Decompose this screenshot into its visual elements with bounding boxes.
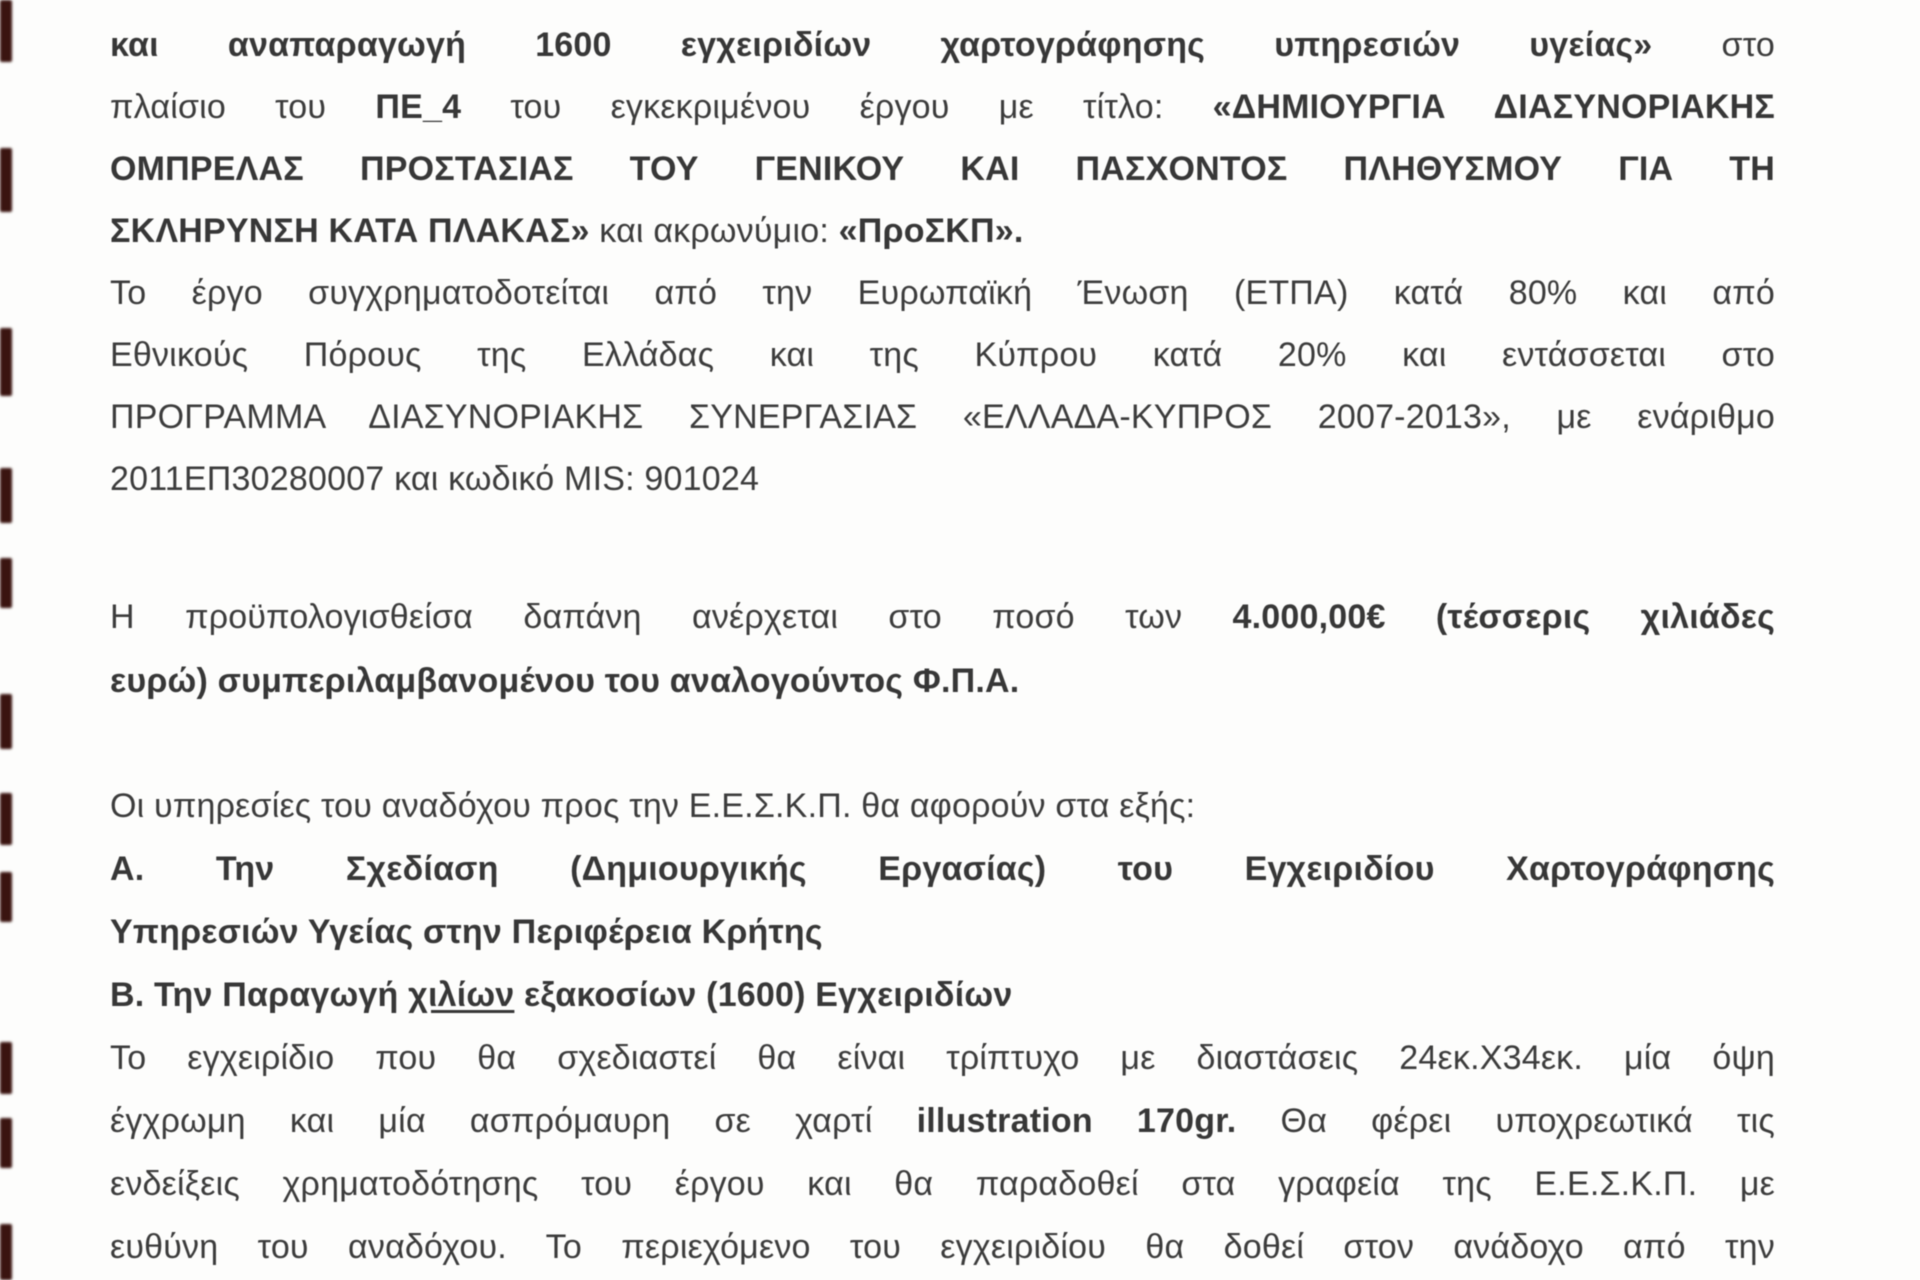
text-line [110,901,1775,964]
text-run: 4.000,00€ (τέσσερις χιλιάδες [1232,598,1775,636]
text-run: ΟΜΠΡΕΛΑΣ ΠΡΟΣΤΑΣΙΑΣ ΤΟΥ ΓΕΝΙΚΟΥ ΚΑΙ ΠΑΣΧΟΝΤΟΣ ΠΛΗΘΥΣΜΟΥ ΓΙΑ ΤΗ [110,150,1775,188]
document-text [110,14,1775,1279]
text-line [110,838,1775,901]
scan-edge-mark [0,1118,12,1168]
text-run: εξακοσίων (1600) Εγχειριδίων [514,976,1013,1014]
text-run: Α. Την Σχεδίαση (Δημιουργικής Εργασίας) του Εγχειριδίου Χαρτογράφησης [110,850,1775,888]
text-line [110,76,1775,138]
text-line [110,1090,1775,1153]
text-run: ευθύνη του αναδόχου. Το περιεχόμενο του εγχειριδίου θα δοθεί στον ανάδοχο από την [110,1228,1775,1266]
text-line [110,14,1775,76]
text-run: Θα φέρει υποχρεωτικά τις [1236,1102,1775,1140]
text-run: και αναπαραγωγή 1600 εγχειριδίων χαρτογράφησης υπηρεσιών υγείας» [110,26,1653,64]
text-line [110,386,1775,448]
text-line [110,649,1775,713]
scan-edge-mark [0,558,12,608]
text-run: Β. Την Παραγωγή [110,976,409,1014]
text-run: ευρώ) συμπεριλαμβανομένου του αναλογούντος Φ.Π.Α. [110,662,1020,700]
text-line [110,585,1775,649]
text-line [110,448,1775,510]
text-run: έγχρωμη και μία ασπρόμαυρη σε χαρτί [110,1102,917,1140]
text-run: χιλίων [408,976,515,1014]
text-run: «ΔΗΜΙΟΥΡΓΙΑ ΔΙΑΣΥΝΟΡΙΑΚΗΣ [1212,88,1775,126]
text-line [110,1027,1775,1090]
text-run: του εγκεκριμένου έργου με τίτλο: [461,88,1213,126]
text-run: Υπηρεσιών Υγείας στην Περιφέρεια Κρήτης [110,913,823,951]
scan-edge-artifacts [0,0,16,1280]
scan-edge-mark [0,0,12,62]
text-run: Οι υπηρεσίες του αναδόχου προς την Ε.Ε.Σ.Κ.Π. θα αφορούν στα εξής: [110,787,1196,825]
scan-edge-mark [0,872,12,922]
text-line [110,138,1775,200]
text-run: πλαίσιο του [110,88,376,126]
scan-edge-mark [0,694,12,749]
text-run: ενδείξεις χρηματοδότησης του έργου και θα παραδοθεί στα γραφεία της Ε.Ε.Σ.Κ.Π. με [110,1165,1775,1203]
text-run: ΠΕ_4 [375,88,462,126]
text-line [110,964,1775,1027]
scan-edge-mark [0,468,12,523]
paragraph [110,775,1775,1279]
text-line [110,1216,1775,1279]
text-run: Το έργο συγχρηματοδοτείται από την Ευρωπαϊκή Ένωση (ΕΤΠΑ) κατά 80% και από [110,274,1775,312]
text-run: ΣΚΛΗΡΥΝΣΗ ΚΑΤΑ ΠΛΑΚΑΣ» [110,212,590,250]
paragraph [110,14,1775,262]
text-run: Η προϋπολογισθείσα δαπάνη ανέρχεται στο ποσό των [110,598,1233,636]
paragraph [110,585,1775,713]
scan-edge-mark [0,793,12,845]
text-run: Το εγχειρίδιο που θα σχεδιαστεί θα είναι τρίπτυχο με διαστάσεις 24εκ.Χ34εκ. μία όψη [110,1039,1775,1077]
scan-edge-mark [0,1042,12,1094]
text-line [110,1153,1775,1216]
text-run: στο [1652,26,1775,64]
text-run: illustration 170gr. [916,1102,1237,1140]
text-run: «ΠροΣΚΠ». [838,212,1024,250]
paragraph [110,262,1775,510]
text-run: και ακρωνύμιο: [589,212,839,250]
text-line [110,775,1775,838]
scan-edge-mark [0,1224,12,1280]
text-line [110,324,1775,386]
text-run: ΠΡΟΓΡΑΜΜΑ ΔΙΑΣΥΝΟΡΙΑΚΗΣ ΣΥΝΕΡΓΑΣΙΑΣ «ΕΛΛΑΔΑ-ΚΥΠΡΟΣ 2007-2013», με ενάριθμο [110,398,1775,436]
scan-edge-mark [0,148,12,212]
text-run: 2011ΕΠ30280007 και κωδικό MIS: 901024 [110,460,760,498]
text-line [110,200,1775,262]
scan-edge-mark [0,328,12,396]
text-line [110,262,1775,324]
text-run: Εθνικούς Πόρους της Ελλάδας και της Κύπρου κατά 20% και εντάσσεται στο [110,336,1775,374]
